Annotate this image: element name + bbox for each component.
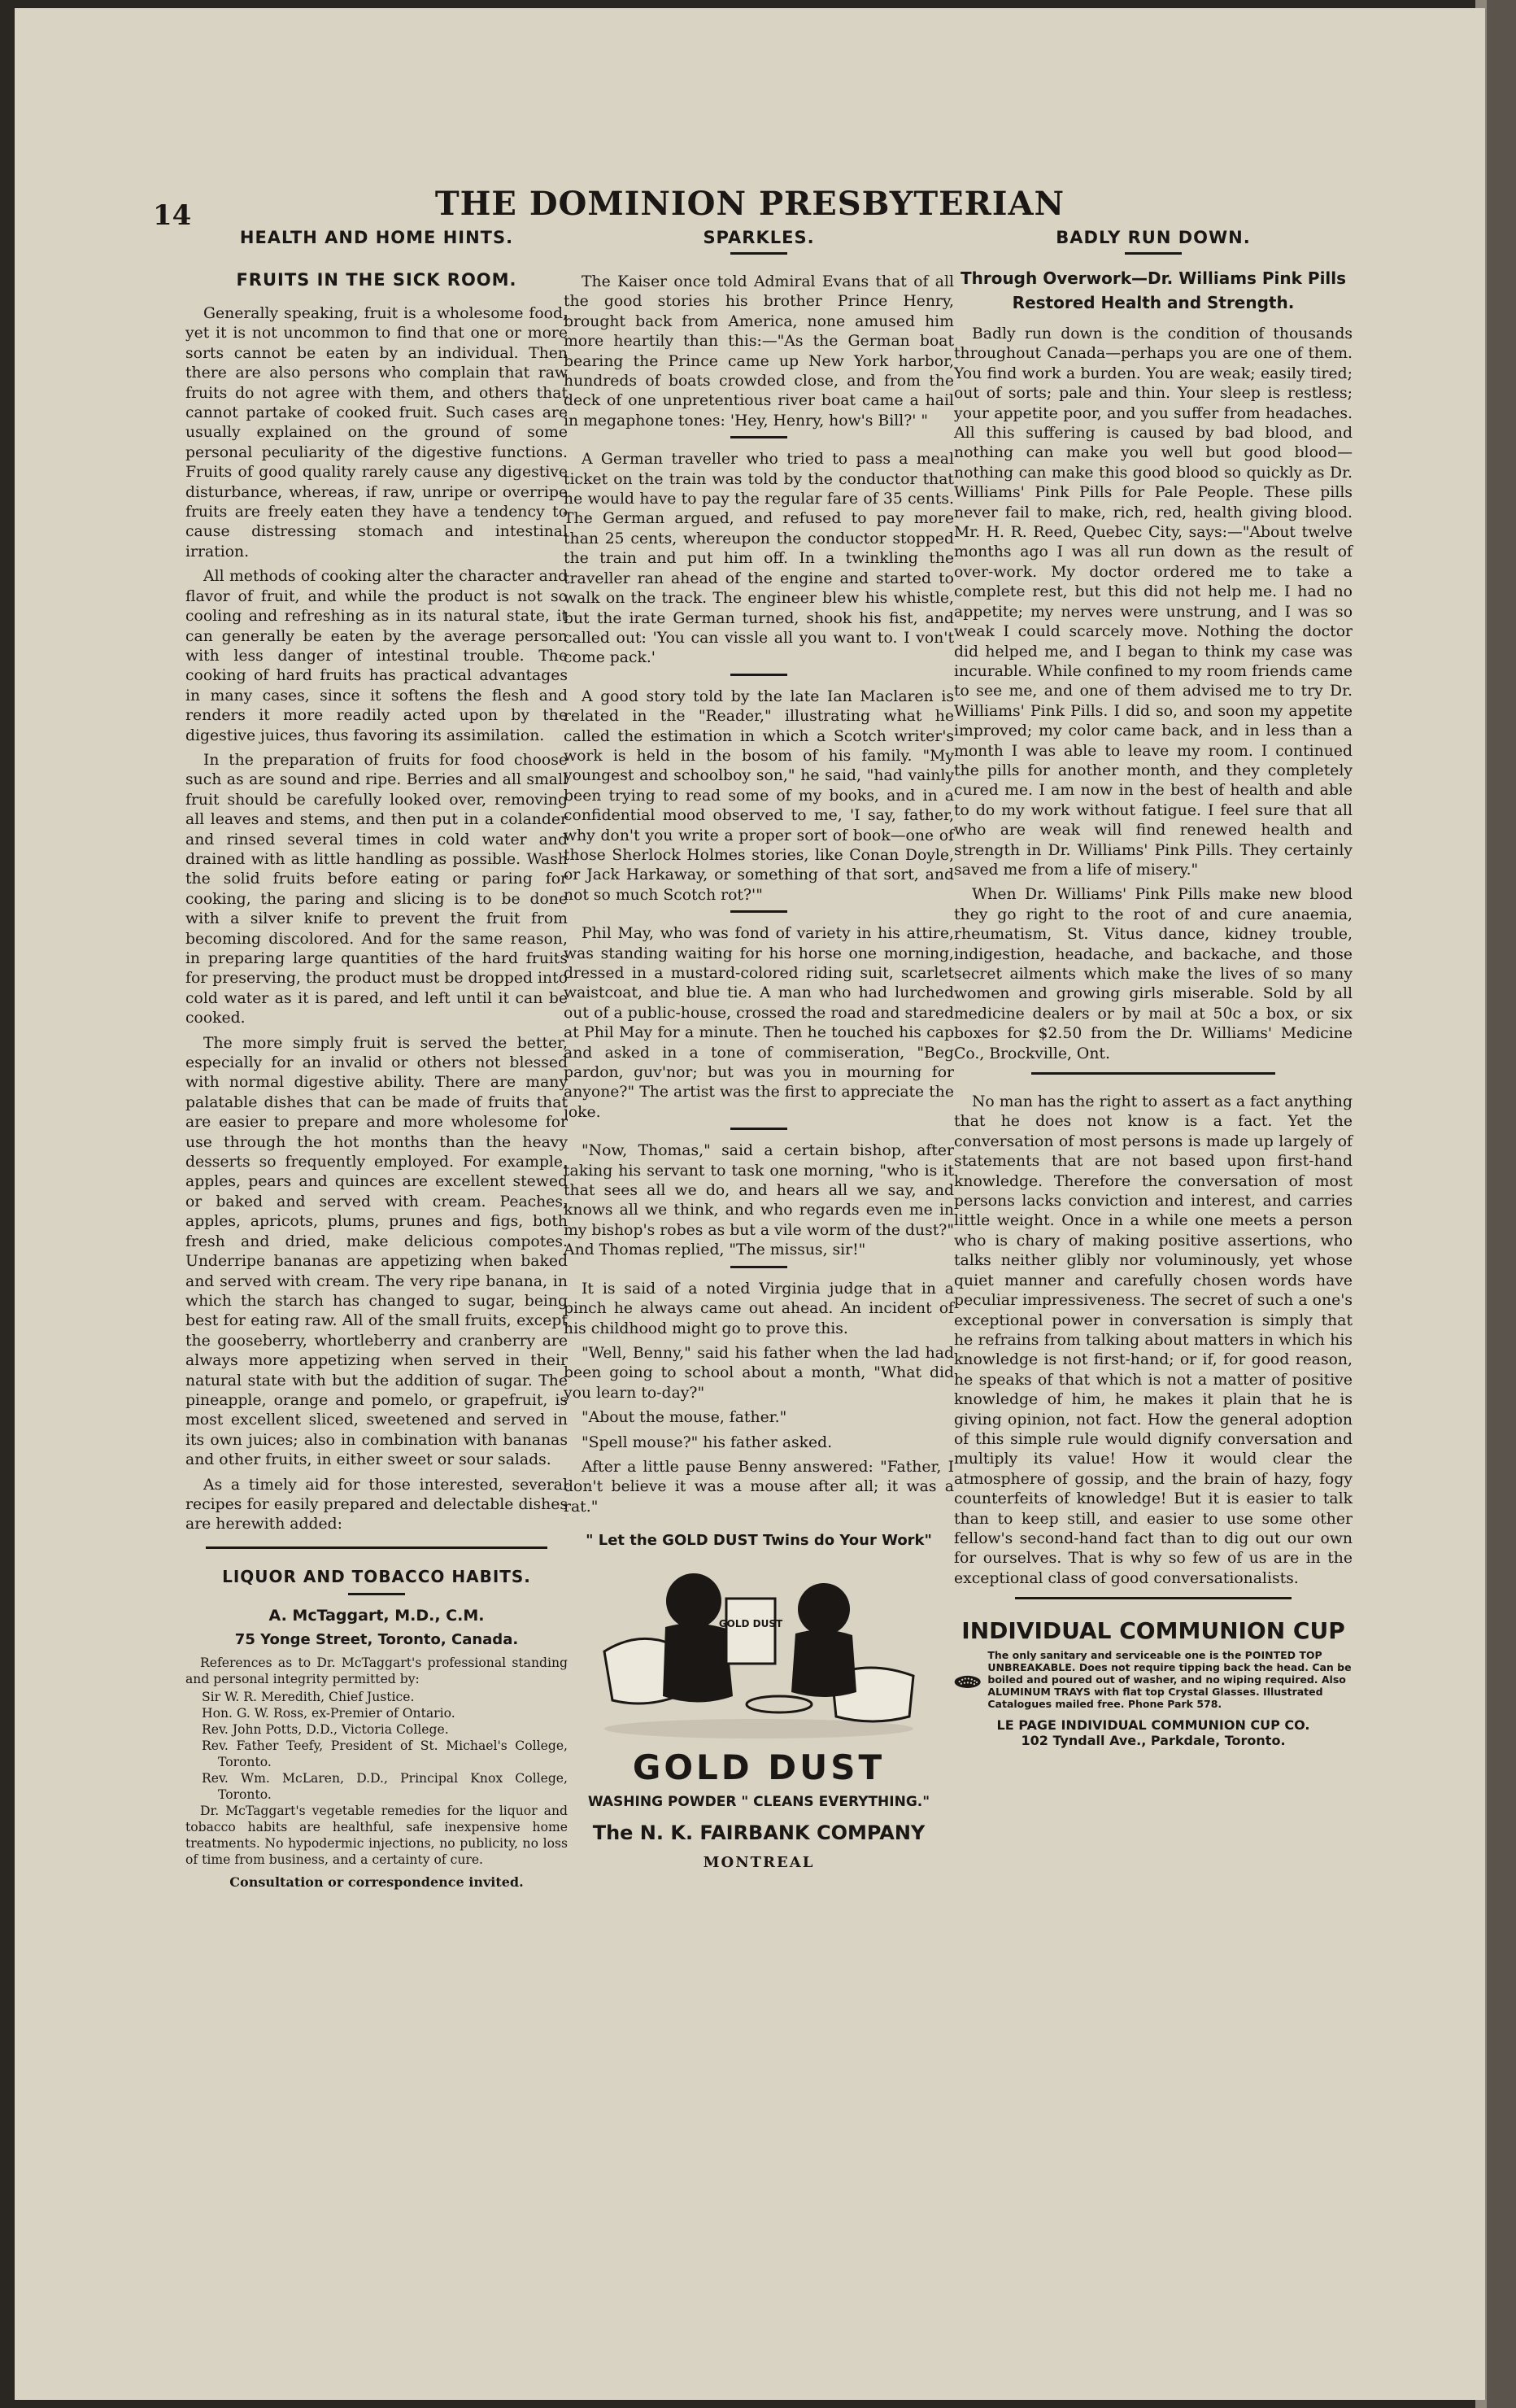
divider <box>730 252 787 255</box>
paragraph: In the preparation of fruits for food choose such as are sound and ripe. Berries and all small fruit should be carefully looked over, removing all leaves and stems, and then put in a colander and rinsed several times in cold water and drained with as little handling as possible. Wash the solid fruits before eating or paring for cooking, the paring and slicing is to be done with a silver knife to prevent the fruit from becoming discolored. And for the same reason, in preparing large quantities of the hard fruits for preserving, the product must be dropped into cold water as it is pared, and left until it can be cooked. <box>185 751 568 1027</box>
doctor-name: A. McTaggart, M.D., C.M. <box>268 1606 485 1625</box>
paragraph: "Well, Benny," said his father when the lad had been going to school about a month, "What did you learn to-day?" <box>564 1344 954 1402</box>
divider <box>348 1593 405 1595</box>
company-name: LE PAGE INDIVIDUAL COMMUNION CUP CO. <box>996 1717 1310 1734</box>
column-health-hints <box>185 228 568 1890</box>
communion-tray-illustration <box>954 1649 981 1714</box>
paragraph: A German traveller who tried to pass a meal ticket on the train was told by the conductor that he would have to pay the regular fare of 35 cents. The German argued, and refused to pay more than 25 cents, whereupon the conductor stopped the train and put him off. In a twinkling the traveller ran ahead of the engine and started to walk on the track. The engineer blew his whistle, but the irate German turned, shook his fist, and called out: 'You can vissle all you want to. I von't come pack.' <box>564 451 954 667</box>
divider <box>1031 1072 1275 1075</box>
company-address: 102 Tyndall Ave., Parkdale, Toronto. <box>1021 1733 1286 1749</box>
ad-title: LIQUOR AND TOBACCO HABITS. <box>222 1566 531 1586</box>
divider <box>1125 252 1182 255</box>
references <box>185 1655 568 1868</box>
paragraph: It is said of a noted Virginia judge that in a pinch he always came out ahead. An incident of his childhood might go to prove this. <box>564 1280 954 1337</box>
divider <box>730 910 787 913</box>
gold-dust-twins-illustration <box>588 1554 930 1741</box>
consultation-note: Consultation or correspondence invited. <box>229 1874 524 1890</box>
brand-name: GOLD DUST <box>632 1747 886 1788</box>
paragraph: Phil May, who was fond of variety in his attire, was standing waiting for his horse one morning, dressed in a mustard-colored riding suit, scarlet waistcoat, and blue tie. A man who had lurched out of a public-house, crossed the road and stared at Phil May for a minute. Then he touched his cap and asked in a tone of commiseration, "Beg pardon, guv'nor; but was you in mourning for anyone?" The artist was the first to appreciate the joke. <box>564 925 954 1121</box>
paragraph: "Now, Thomas," said a certain bishop, after taking his servant to task one morning, "who is it that sees all we do, and hears all we say, and knows all we think, and who regards even me in my bishop's robes as but a vile worm of the dust?" And Thomas replied, "The missus, sir!" <box>564 1142 954 1259</box>
paragraph: The Kaiser once told Admiral Evans that of all the good stories his brother Prince Henry, brought back from America, none amused him more heartily than this:—"As the German boat bearing the Prince came up New York harbor, hundreds of boats crowded close, and from the deck of one unpretentious river boat came a hail in megaphone tones: 'Hey, Henry, how's Bill?' " <box>564 273 954 430</box>
ad-description: The only sanitary and serviceable one is the POINTED TOP UNBREAKABLE. Does not require tipping back the head. Can be boiled and poured out of washer, and no wiping required. Also ALUMINUM TRAYS with flat top Crystal Glasses. Illustrated Catalogues mailed free. Phone Park 578. <box>987 1649 1352 1711</box>
paragraph: Generally speaking, fruit is a wholesome food, yet it is not uncommon to find that one or more sorts cannot be eaten by an individual. Then there are also persons who complain that raw fruits do not agree with them, and others that cannot partake of cooked fruit. Such cases are usually explained on the ground of some personal peculiarity of the digestive functions. Fruits of good quality rarely cause any digestive disturbance, whereas, if raw, unripe or overripe fruits are freely eaten they have a tendency to cause distressing stomach and intestinal irration. <box>185 305 568 561</box>
paragraph: After a little pause Benny answered: "Father, I don't believe it was a mouse after all; it was a rat." <box>564 1458 954 1516</box>
reference: Rev. Wm. McLaren, D.D., Principal Knox College, Toronto. <box>202 1770 568 1802</box>
gold-dust-ad <box>564 1532 954 1871</box>
article-subtitle: Through Overwork—Dr. Williams Pink Pills Restored Health and Strength. <box>960 268 1347 312</box>
paragraph: A good story told by the late Ian Maclaren is related in the "Reader," illustrating what he called the estimation in which a Scotch writer's work is held in the bosom of his family. "My youngest and schoolboy son," he said, "had vainly been trying to read some of my books, and in a confidential mood observed to me, 'I say, father, why don't you write a proper sort of book—one of those Sherlock Holmes stories, like Conan Doyle, or Jack Harkaway, or something of that sort, and not so much Scotch rot?'" <box>564 687 954 904</box>
ad-tagline: WASHING POWDER " CLEANS EVERYTHING." <box>587 1794 930 1811</box>
reference: Hon. G. W. Ross, ex-Premier of Ontario. <box>202 1705 455 1721</box>
column-sparkles <box>564 228 954 1871</box>
reference: Rev. John Potts, D.D., Victoria College. <box>202 1721 449 1737</box>
communion-cup-ad <box>954 1617 1353 1748</box>
divider <box>206 1546 547 1549</box>
section-title: SPARKLES. <box>703 228 815 247</box>
section-title: BADLY RUN DOWN. <box>1056 228 1251 247</box>
column-badly-run-down <box>954 228 1353 1748</box>
paragraph: As a timely aid for those interested, several recipes for easily prepared and delectable dishes are herewith added: <box>185 1476 568 1533</box>
divider <box>730 1128 787 1130</box>
divider <box>730 674 787 676</box>
publication-title: THE DOMINION PRESBYTERIAN <box>434 185 1065 223</box>
divider <box>1015 1597 1292 1599</box>
section-title: HEALTH AND HOME HINTS. <box>239 228 514 247</box>
references-intro: References as to Dr. McTaggart's professional standing and personal integrity permitted by: <box>185 1655 568 1686</box>
ad-slogan: " Let the GOLD DUST Twins do Your Work" <box>586 1532 932 1550</box>
company-city: MONTREAL <box>703 1854 815 1872</box>
paragraph: All methods of cooking alter the character and flavor of fruit, and while the product is not so cooling and refreshing as in its natural state, it can generally be eaten by the average person with less danger of intestinal trouble. The cooking of hard fruits has practical advantages in many cases, since it softens the flesh and renders it more readily acted upon by the digestive juices, thus favoring its assimilation. <box>185 568 568 744</box>
box-label: GOLD DUST <box>718 1618 783 1630</box>
reference: Rev. Father Teefy, President of St. Michael's College, Toronto. <box>202 1738 568 1769</box>
divider <box>730 1266 787 1268</box>
reference: Sir W. R. Meredith, Chief Justice. <box>202 1689 415 1704</box>
page-number: 14 <box>153 199 192 232</box>
newspaper-page <box>15 8 1485 2400</box>
paragraph: No man has the right to assert as a fact anything that he does not know is a fact. Yet the conversation of most persons is made up largely of statements that are not based upon first-hand knowledge. Therefore the conversation of most persons lacks conviction and interest, and carries little weight. Once in a while one meets a person who is chary of making positive assertions, who talks neither glibly nor voluminously, yet whose quiet manner and carefully chosen words have peculiar impressiveness. The secret of such a one's exceptional power in conversation is simply that he refrains from talking about matters in which his knowledge is not first-hand; or if, for good reason, he speaks of that which is not a matter of positive knowledge of him, he makes it plain that he is giving opinion, not fact. How the general adoption of this simple rule would dignify conversation and multiply its value! How it would clear the atmosphere of gossip, and the brain of hazy, fogy counterfeits of knowledge! But it is easier to talk than to keep still, and easier to use some other fellow's second-hand fact than to dig out our own for ourselves. That is why so few of us are in the exceptional class of good conversationalists. <box>954 1093 1353 1587</box>
article-title: FRUITS IN THE SICK ROOM. <box>236 270 517 290</box>
remedies-text: Dr. McTaggart's vegetable remedies for the liquor and tobacco habits are healthful, safe inexpensive home treatments. No hypodermic injections, no publicity, no loss of time from business, and a certainty of cure. <box>185 1803 568 1867</box>
paragraph: "About the mouse, father." <box>582 1409 787 1427</box>
paragraph: "Spell mouse?" his father asked. <box>582 1433 833 1451</box>
paragraph: The more simply fruit is served the better, especially for an invalid or others not blessed with normal digestive ability. There are many palatable dishes that can be made of fruits that are easier to prepare and more wholesome for use through the hot months than the heavy desserts so frequently employed. For example, apples, pears and quinces are excellent stewed or baked and served with cream. Peaches, apples, apricots, plums, prunes and figs, both fresh and dried, make delicious compotes. Underripe bananas are appetizing when baked and served with cream. The very ripe banana, in which the starch has changed to sugar, being best for eating raw. All of the small fruits, except the gooseberry, whortleberry and cranberry are always more appetizing when served in their natural state with but the addition of sugar. The pineapple, orange and pomelo, or grapefruit, is most excellent sliced, sweetened and served in its own juices; also in combination with bananas and other fruits, in either sweet or sour salads. <box>185 1034 568 1469</box>
paragraph: When Dr. Williams' Pink Pills make new blood they go right to the root of and cure anaemia, rheumatism, St. Vitus dance, kidney trouble, indigestion, headache, and backache, and those secret ailments which make the lives of so many women and growing girls miserable. Sold by all medicine dealers or by mail at 50c a box, or six boxes for $2.50 from the Dr. Williams' Medicine Co., Brockville, Ont. <box>954 886 1353 1062</box>
ad-title: INDIVIDUAL COMMUNION CUP <box>961 1617 1345 1645</box>
binding-edge <box>1487 0 1516 2408</box>
liquor-tobacco-ad <box>185 1567 568 1890</box>
doctor-address: 75 Yonge Street, Toronto, Canada. <box>234 1630 519 1648</box>
company-name: The N. K. FAIRBANK COMPANY <box>592 1821 926 1845</box>
divider <box>730 436 787 438</box>
paragraph: Badly run down is the condition of thousands throughout Canada—perhaps you are one of them. You find work a burden. You are weak; easily tired; out of sorts; pale and thin. Your sleep is restless; your appetite poor, and you suffer from headaches. All this suffering is caused by bad blood, and nothing can make you well but good blood—nothing can make this good blood so quickly as Dr. Williams' Pink Pills for Pale People. These pills never fail to make, rich, red, health giving blood. Mr. H. R. Reed, Quebec City, says:—"About twelve months ago I was all run down as the result of over-work. My doctor ordered me to take a complete rest, but this did not help me. I had no appetite; my nerves were unstrung, and I was so weak I could scarcely move. Nothing the doctor did helped me, and I began to think my case was incurable. While confined to my room friends came to see me, and one of them advised me to try Dr. Williams' Pink Pills. I did so, and soon my appetite improved; my color came back, and in less than a month I was able to leave my room. I continued the pills for another month, and they completely cured me. I am now in the best of health and able to do my work without fatigue. I feel sure that all who are weak will find renewed health and strength in Dr. Williams' Pink Pills. They certainly saved me from a life of misery." <box>954 325 1353 879</box>
page-header <box>15 175 1485 232</box>
ad-body <box>954 1649 1353 1714</box>
